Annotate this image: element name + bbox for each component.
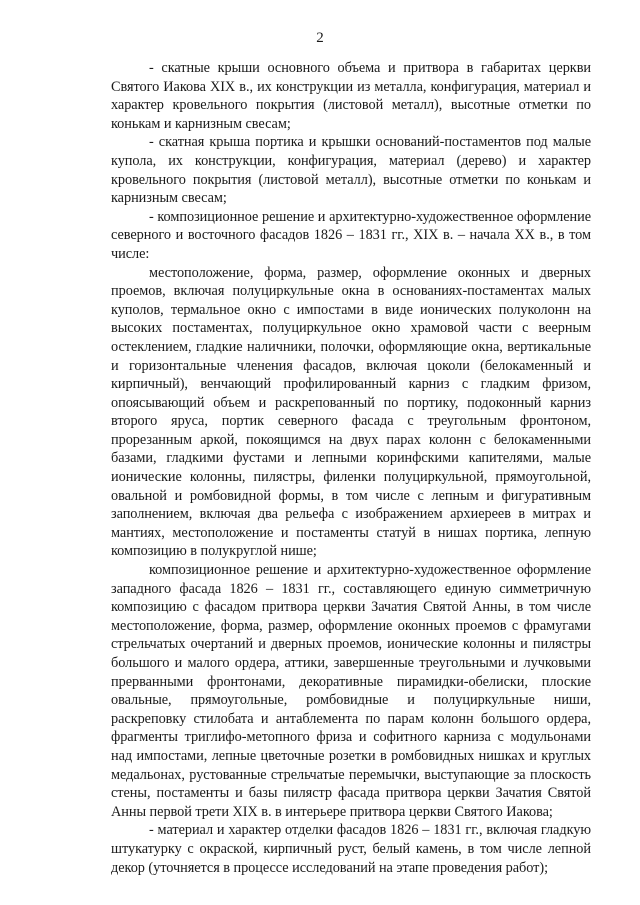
page-number: 2 <box>316 30 324 46</box>
paragraph-north-east-facades: - композиционное решение и архитектурно-художественное оформление северного и восточного фасадов 1826 – 1831 гг., XIX в. – начала XX в., в том числе: <box>111 208 591 262</box>
paragraph-openings-details: местоположение, форма, размер, оформление оконных и дверных проемов, включая полуциркульные окна в основаниях-постаментах малых куполов, термальное окно с импостами в виде ионических полуколонн на высоких постаментах, полуциркульное окно храмовой части с веерным остеклением, гладкие наличники, полочки, оформляющие окна, вертикальные и горизонтальные членения фасадов, включая цоколи (белокаменный и кирпичный), венчающий профилированный карниз с гладким фризом, опоясывающий объем и раскрепованный по портику, подоконный карниз второго яруса, портик северного фасада с треугольным фронтоном, прорезанным аркой, покоящимся на двух парах колонн с белокаменными базами, гладкими фустами и лепными коринфскими капителями, малые ионические колонны, пилястры, филенки полуциркульной, прямоугольной, овальной и ромбовидной формы, в том числе с лепным и фигуративным заполнением, включая два рельефа с изображением архиереев в митрах и мантиях, местоположение и постаменты статуй в нишах портика, лепную композицию в полукруглой нише; <box>111 264 591 560</box>
paragraph-west-facade: композиционное решение и архитектурно-художественное оформление западного фасада 1826 – 1831 гг., составляющего единую симметричную композицию с фасадом притвора церкви Зачатия Святой Анны, в том числе местоположение, форма, размер, оформление оконных проемов с фрамугами стрельчатых очертаний и дверных проемов, ионические колонны и пилястры большого и малого ордера, аттики, завершенные треугольными и лучковыми прерванными фронтонами, декоративные пирамидки-обелиски, плоские овальные, прямоугольные, ромбовидные и полуциркульные ниши, раскреповку стилобата и антаблемента по парам колонн большого ордера, фрагменты триглифо-метопного фриза и софитного карниза с модульонами над импостами, лепные цветочные розетки в ромбовидных нишках и круглых медальонах, рустованные стрельчатые перемычки, выступающие за плоскость стены, постаменты и базы пилястр фасада притвора церкви Зачатия Святой Анны первой трети XIX в. в интерьере притвора церкви Святого Иакова; <box>111 562 591 820</box>
document-body <box>111 59 591 877</box>
paragraph-roofs-main: - скатные крыши основного объема и притвора в габаритах церкви Святого Иакова XIX в., их конструкции из металла, конфигурация, материал и характер кровельного покрытия (листовой металл), высотные отметки по конькам и карнизным свесам; <box>111 60 591 132</box>
paragraph-roof-portico: - скатная крыша портика и крышки оснований-постаментов под малые купола, их конструкции, конфигурация, материал (дерево) и характер кровельного покрытия (листовой металл), высотные отметки по конькам и карнизным свесам; <box>111 134 591 207</box>
paragraph-facade-materials: - материал и характер отделки фасадов 1826 – 1831 гг., включая гладкую штукатурку с окраской, кирпичный руст, белый камень, в том числе лепной декор (уточняется в процессе исследований на этапе проведения работ); <box>111 822 591 876</box>
